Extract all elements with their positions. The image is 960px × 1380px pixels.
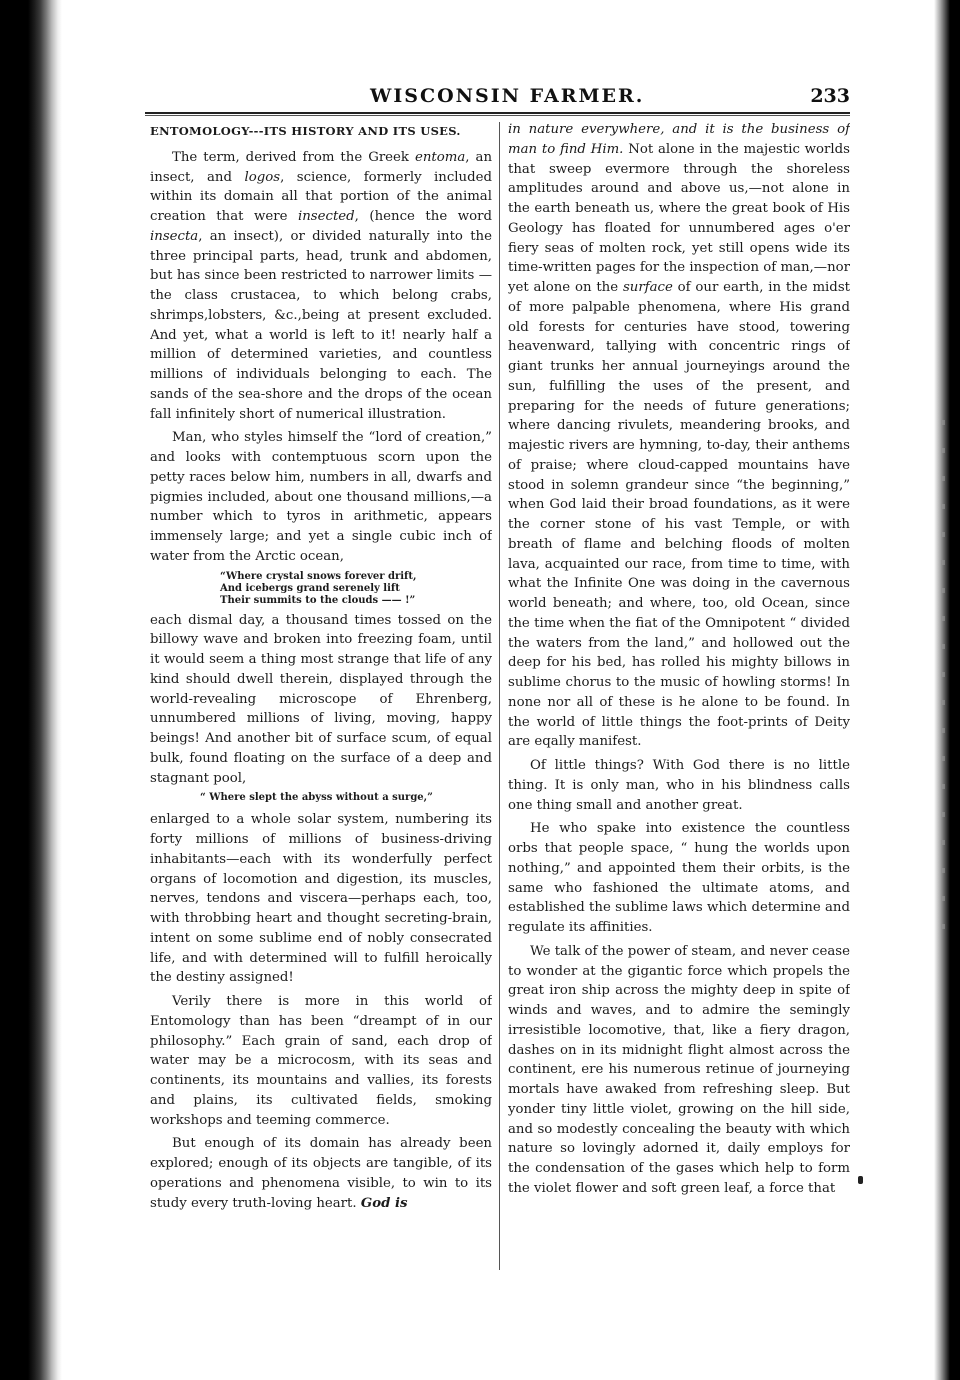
p1-text-b: , an insect, and (150, 149, 492, 185)
p7-text-b: Not alone in the majestic worlds that sweep evermore through the shoreless amplitudes around and above us,—not alone in the earth beneath us, where the great book of His Geology has floated for unnumbered ages o'er fiery seas of molten rock, yet still opens wide its time-written pages for the inspection of man,—nor yet alone on the (508, 141, 850, 295)
verse-line: “ Where slept the abyss without a surge,” (200, 792, 433, 804)
p1-insecta: insecta (150, 228, 199, 244)
p7-italic: in nature everywhere, and it is the business of man to find Him. (508, 122, 850, 157)
paragraph-5: Verily there is more in this world of Entomology than has been “dreampt of in our philosophy.” Each grain of sand, each drop of water may be a microcosm, with its seas and continents, its mountains and vallies, its forests and plains, its cultivated fields, smoking workshops and teeming commerce. (150, 994, 492, 1128)
p1-text-c: , science, formerly included within its domain all that portion of the animal creation that were (150, 169, 492, 224)
left-column (150, 120, 492, 1270)
column-divider (499, 122, 500, 1270)
p6-god-is: God is (360, 1195, 408, 1211)
paragraph-3: each dismal day, a thousand times tossed on the billowy wave and broken into freezing foam, until it would seem a thing most strange that life of any kind should dwell therein, displayed through the world-revealing microscope of Ehrenberg, unnumbered millions of living, moving, happy beings! And another bit of surface scum, of equal bulk, found floating on the surface of a deep and stagnant pool, (150, 612, 492, 786)
header-rule (145, 112, 850, 116)
verse-quote-2 (200, 792, 492, 804)
paragraph-2: Man, who styles himself the “lord of creation,” and looks with contemptuous scorn upon the petty races below him, numbers in all, dwarfs and pigmies included, about one thousand millions,—a number which to tyros in arithmetic, appears immensely large; and yet a single cubic inch of water from the Arctic ocean, (150, 430, 492, 564)
ink-spot (858, 1176, 863, 1184)
paragraph-4: enlarged to a whole solar system, numbering its forty millions of millions of business-driving inhabitants—each with its wonderfully perfect organs of locomotion and digestion, its muscles, nerves, tendons and viscera—perhaps each, too, with throbbing heart and thought secreting-brain, intent on some sublime end of nobly consecrated life, and with determined will to fulfill heroically the destiny assigned! (150, 812, 492, 986)
paragraph-1 (150, 148, 492, 425)
verse-line-1: “Where crystal snows forever drift, (220, 570, 417, 582)
p1-entoma: entoma (414, 149, 466, 165)
article-title: ENTOMOLOGY---ITS HISTORY AND ITS USES. (150, 124, 461, 138)
p1-text-e: , an insect), or divided naturally into the three principal parts, head, trunk and abdomen, but has since been restricted to narrower limits —the class crustacea, to which belong crabs, shrimps,lobsters, &c.,being at present excluded. And yet, what a world is left to it! nearly half a million of determined varieties, and countless millions of individuals belonging to each. The sands of the sea-shore and the drops of the ocean fall infinitely short of numerical illustration. (150, 228, 492, 422)
p7-surface: surface (622, 280, 673, 295)
verse-line-2: And icebergs grand serenely lift (220, 582, 400, 594)
page-binding-shadow-left (0, 0, 62, 1380)
page-number: 233 (810, 85, 850, 107)
p6-text: But enough of its domain has already been explored; enough of its objects are tangible, of its operations and phenomena visible, to win to its study every truth-loving heart. (150, 1136, 492, 1211)
paragraph-10: We talk of the power of steam, and never cease to wonder at the gigantic force which propels the great iron ship across the mighty deep in spite of winds and waves, and to admire the semingly irresistible locomotive, that, like a fiery dragon, dashes on in its midnight flight almost across the continent, ere his numerous retinue of journeying mortals have awaked from refreshing sleep. But yonder tiny little violet, growing on the hill side, and so modestly concealing the beauty with which nature so lovingly adorned it, daily employs for the condensation of the gases which help to form the violet flower and soft green leaf, a force that (508, 943, 850, 1196)
p1-insected: insected (297, 209, 355, 224)
p1-text-a: The term, derived from the Greek (172, 149, 415, 165)
right-column (508, 120, 850, 1270)
paragraph-9: He who spake into existence the countless orbs that people space, “ hung the worlds upon nothing,” and appointed them their orbits, is the same who fashioned the ultimate atoms, and established the sublime laws which determine and regulate its affinities. (508, 821, 850, 935)
p7-text-c: of our earth, in the midst of more palpable phenomena, where His grand old forests for centuries have stood, towering heavenward, tallying with concentric rings of giant trunks her annual journeyings around the sun, fulfilling the uses of the present, and preparing for the needs of future generations; where dancing rivulets, meandering brooks, and majestic rivers are hymning, to-day, their anthems of praise; where cloud-capped mountains have stood in solemn grandeur since “the beginning,” when God laid their broad foundations, as it were the corner stone of his vast Temple, or with breath of flame and belching floods of molten lava, acquainted our race, from time to time, with what the Infinite One was doing in the cavernous world beneath; and where, too, old Ocean, since the time when the fiat of the Omnipotent “ divided the waters from the land,” and hollowed out the deep for his bed, has rolled his mighty billows in sublime chorus to the music of howling storms! In none nor all of these is he alone to be found. In the world of little things the foot-prints of Deity are eqally manifest. (508, 280, 850, 750)
verse-line-3: Their summits to the clouds —— !” (220, 594, 416, 606)
p1-logos: logos (244, 169, 281, 185)
paragraph-8: Of little things? With God there is no little thing. It is only man, who in his blindness calls one thing small and another great. (508, 758, 850, 813)
page-edge-marks (942, 420, 945, 940)
running-head: WISCONSIN FARMER. (370, 85, 645, 107)
paragraph-6 (150, 1134, 492, 1213)
paragraph-7 (508, 120, 850, 752)
p1-text-d: , (hence the word (354, 209, 492, 224)
page-header (145, 84, 850, 114)
page-binding-shadow-right (934, 0, 960, 1380)
verse-quote (220, 571, 492, 607)
